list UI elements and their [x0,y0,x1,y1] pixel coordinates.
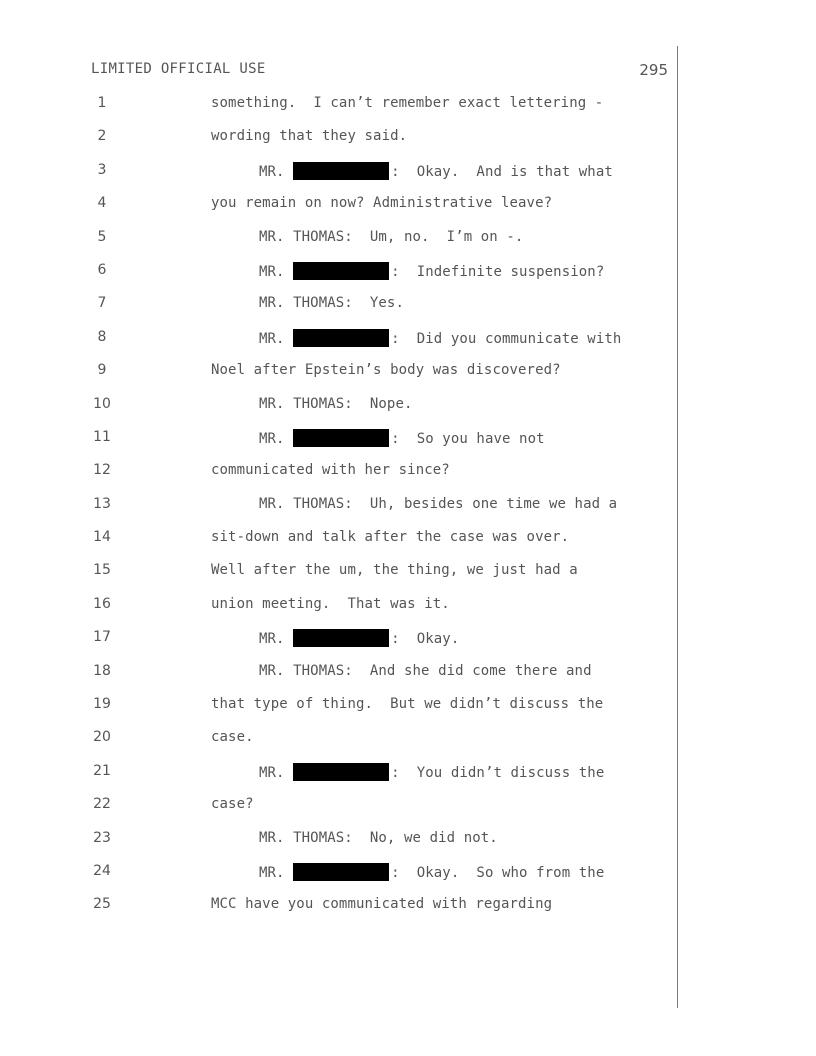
line-content: MR. THOMAS: Um, no. I’m on -. [259,228,524,245]
transcript-line [0,192,676,225]
line-number: 22 [93,796,111,813]
speaker-prefix: MR. [259,631,294,648]
speaker-prefix: MR. [259,330,294,347]
line-content: MR. THOMAS: And she did come there and [259,662,592,679]
classification-label: LIMITED OFFICIAL USE [91,61,266,77]
transcript-line [0,393,676,426]
line-content: that type of thing. But we didn’t discuss the [211,696,604,713]
line-number: 24 [93,862,111,879]
speaker-prefix: MR. [259,430,294,447]
transcript-line [0,827,676,860]
line-content: Well after the um, the thing, we just had a [211,562,578,579]
right-margin-rule [677,46,678,1008]
transcript-line [0,893,676,926]
page-header [91,61,668,81]
line-content: union meeting. That was it. [211,595,450,612]
transcript-line [0,459,676,492]
line-text [211,362,561,378]
line-content: : Okay. And is that what [391,163,613,180]
line-text [211,462,450,478]
transcript-line [0,559,676,592]
line-text [259,496,617,512]
transcript-line [0,226,676,259]
transcript-line [0,660,676,693]
line-text [259,763,604,781]
line-content: MR. THOMAS: No, we did not. [259,829,498,846]
page-number: 295 [639,61,668,79]
line-content: Noel after Epstein’s body was discovered? [211,362,561,379]
line-text [259,162,613,180]
line-number: 3 [97,161,107,178]
line-number: 14 [93,529,111,546]
line-text [259,396,413,412]
line-content: wording that they said. [211,128,408,145]
transcript-line [0,626,676,659]
line-text [259,863,604,881]
line-content: MR. THOMAS: Nope. [259,395,413,412]
line-text [211,562,578,578]
speaker-prefix: MR. [259,163,294,180]
line-text [211,896,552,912]
transcript-line [0,359,676,392]
line-number: 6 [97,261,107,278]
transcript-line [0,159,676,192]
line-number: 13 [93,495,111,512]
transcript-line [0,92,676,125]
transcript-line [0,693,676,726]
line-number: 21 [93,762,111,779]
line-content: case. [211,729,254,746]
speaker-prefix: MR. [259,764,294,781]
line-text [259,429,545,447]
transcript-line [0,860,676,893]
line-content: communicated with her since? [211,462,450,479]
line-content: : Okay. [391,631,460,648]
transcript-line [0,593,676,626]
speaker-prefix: MR. [259,864,294,881]
redaction-box [293,329,389,347]
line-content: case? [211,796,254,813]
line-content: : Okay. So who from the [391,864,605,881]
transcript-line [0,426,676,459]
line-number: 17 [93,629,111,646]
transcript-line [0,292,676,325]
line-number: 8 [97,328,107,345]
line-text [211,596,450,612]
line-content: you remain on now? Administrative leave? [211,195,553,212]
line-text [211,95,603,111]
speaker-prefix: MR. [259,263,294,280]
line-text [259,295,404,311]
transcript-line [0,760,676,793]
line-number: 7 [97,295,107,312]
line-content: MR. THOMAS: Yes. [259,295,404,312]
transcript-line [0,726,676,759]
line-number: 18 [93,662,111,679]
line-number: 23 [93,829,111,846]
redaction-box [293,429,389,447]
line-content: something. I can’t remember exact lettering - [211,95,604,111]
line-content: sit-down and talk after the case was over. [211,529,570,546]
line-number: 25 [93,896,111,913]
transcript-line [0,259,676,292]
line-text [211,529,569,545]
line-number: 1 [97,95,107,111]
line-number: 12 [93,462,111,479]
line-number: 2 [97,128,107,145]
line-content: : Indefinite suspension? [391,263,605,280]
line-number: 15 [93,562,111,579]
line-number: 16 [93,595,111,612]
line-text [259,629,459,647]
line-text [211,195,552,211]
transcript-line [0,793,676,826]
line-text [259,663,592,679]
line-text [211,796,254,812]
line-content: : You didn’t discuss the [391,764,605,781]
transcript-line [0,326,676,359]
line-text [259,329,621,347]
line-number: 11 [93,428,111,445]
line-content: MCC have you communicated with regarding [211,896,553,913]
line-number: 4 [97,195,107,212]
transcript-line [0,493,676,526]
line-number: 19 [93,696,111,713]
redaction-box [293,162,389,180]
line-number: 20 [93,729,111,746]
line-number: 9 [97,362,107,379]
redaction-box [293,763,389,781]
transcript-body [0,92,676,927]
line-text [259,830,498,846]
line-content: : Did you communicate with [391,330,622,347]
redaction-box [293,262,389,280]
line-content: MR. THOMAS: Uh, besides one time we had a [259,495,618,512]
line-text [211,729,254,745]
line-text [211,128,407,144]
line-number: 10 [93,395,111,412]
transcript-line [0,526,676,559]
transcript-line [0,125,676,158]
redaction-box [293,863,389,881]
line-text [211,696,603,712]
line-text [259,229,523,245]
line-number: 5 [97,228,107,245]
redaction-box [293,629,389,647]
line-content: : So you have not [391,430,545,447]
line-text [259,262,604,280]
